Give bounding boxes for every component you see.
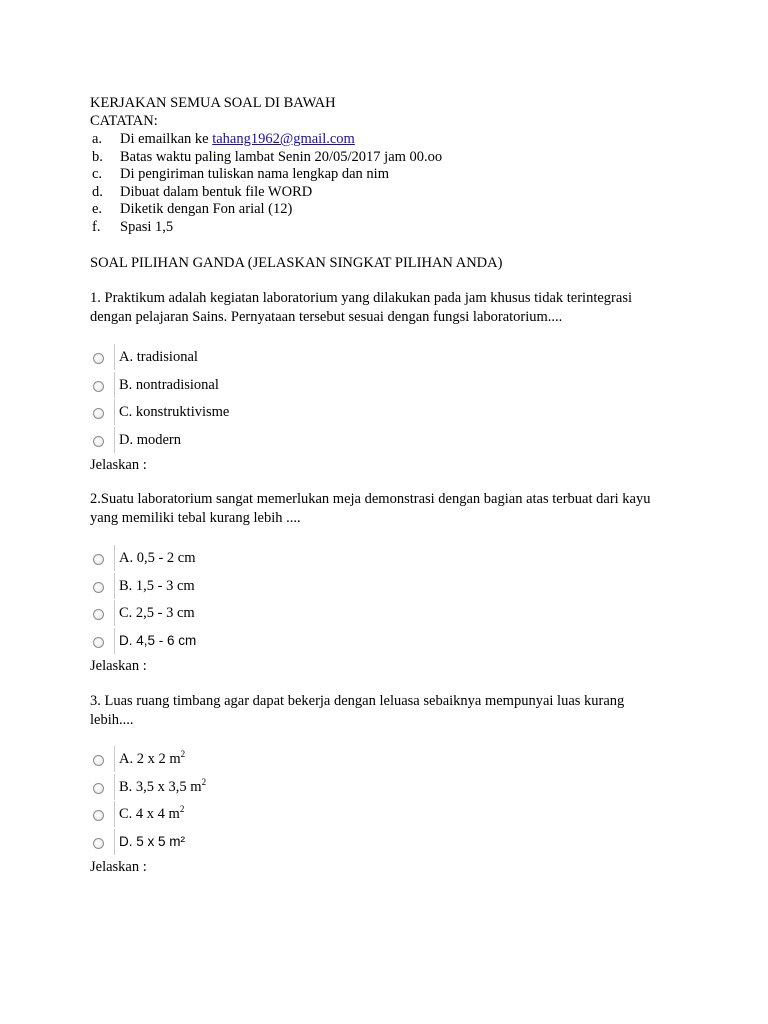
radio-button-icon[interactable]: [93, 582, 104, 593]
radio-button-icon[interactable]: [93, 436, 104, 447]
option-label: B. 3,5 x 3,5 $m^2$: [119, 776, 207, 795]
explain-label: Jelaskan :: [90, 457, 147, 473]
option-d[interactable]: [90, 431, 390, 459]
option-label: A. 0,5 - 2 cm: [119, 550, 196, 566]
radio-button-icon[interactable]: [93, 381, 104, 392]
option-label: B. 1,5 - 3 cm: [119, 577, 195, 594]
option-label: B. nontradisional: [119, 376, 219, 393]
option-label: D. modern: [119, 431, 182, 448]
question-3-options: [90, 750, 390, 860]
radio-button-icon[interactable]: [93, 609, 104, 620]
notes-label: CATATAN:: [90, 113, 158, 129]
note-item: d. Dibuat dalam bentuk file WORD: [92, 183, 313, 200]
option-b[interactable]: [90, 577, 390, 605]
option-a[interactable]: [90, 549, 390, 577]
option-a[interactable]: [90, 750, 390, 778]
section-title: SOAL PILIHAN GANDA (JELASKAN SINGKAT PILIHAN ANDA): [90, 255, 503, 271]
note-item: e. Diketik dengan Fon arial (12): [92, 201, 293, 217]
option-d[interactable]: [90, 632, 390, 660]
note-item: c. Di pengiriman tuliskan nama lengkap dan nim: [92, 166, 389, 182]
note-item: b. Batas waktu paling lambat Senin 20/05/2017 jam 00.oo: [92, 148, 443, 165]
explain-label: Jelaskan :: [90, 658, 147, 674]
question-2-text: 2.Suatu laboratorium sangat memerlukan meja demonstrasi dengan bagian atas terbuat dari kayu yang memiliki tebal kurang lebih ....: [90, 491, 651, 526]
notes-list: [90, 130, 690, 235]
radio-button-icon[interactable]: [93, 554, 104, 565]
note-item: f. Spasi 1,5: [92, 218, 174, 235]
note-item: a. Di emailkan ke tahang1962@gmail.com: [92, 131, 355, 147]
option-label: C. 2,5 - 3 cm: [119, 605, 195, 621]
page-title: KERJAKAN SEMUA SOAL DI BAWAH: [90, 95, 336, 111]
option-label: A. tradisional: [119, 349, 198, 365]
option-a[interactable]: [90, 348, 390, 376]
radio-button-icon[interactable]: [93, 353, 104, 364]
option-label: C. konstruktivisme: [119, 404, 230, 420]
radio-button-icon[interactable]: [93, 637, 104, 648]
option-c[interactable]: [90, 604, 390, 632]
radio-button-icon[interactable]: [93, 810, 104, 821]
option-label: D. 4,5 - 6 cm: [119, 632, 197, 648]
question-3-text: 3. Luas ruang timbang agar dapat bekerja dengan leluasa sebaiknya mempunyai luas kurang lebih....: [90, 693, 625, 728]
option-b[interactable]: [90, 376, 390, 404]
question-2-options: [90, 549, 390, 659]
option-c[interactable]: [90, 805, 390, 833]
option-c[interactable]: [90, 403, 390, 431]
option-b[interactable]: [90, 778, 390, 806]
option-label: D. 5 x 5 m²: [119, 833, 186, 849]
question-1-text: 1. Praktikum adalah kegiatan laboratorium yang dilakukan pada jam khusus tidak terintegrasi dengan pelajaran Sains. Pernyataan tersebut sesuai dengan fungsi laboratorium....: [90, 290, 632, 325]
explain-label: Jelaskan :: [90, 859, 147, 875]
option-label: A. 2 x 2 $m^2$: [119, 749, 186, 767]
radio-button-icon[interactable]: [93, 838, 104, 849]
instructions-block: [90, 94, 690, 235]
radio-button-icon[interactable]: [93, 755, 104, 766]
radio-button-icon[interactable]: [93, 408, 104, 419]
radio-button-icon[interactable]: [93, 783, 104, 794]
option-d[interactable]: [90, 833, 390, 861]
option-label: C. 4 x 4 $m^2$: [119, 804, 185, 822]
email-link[interactable]: tahang1962@gmail.com: [212, 131, 355, 147]
question-1-options: [90, 348, 390, 458]
